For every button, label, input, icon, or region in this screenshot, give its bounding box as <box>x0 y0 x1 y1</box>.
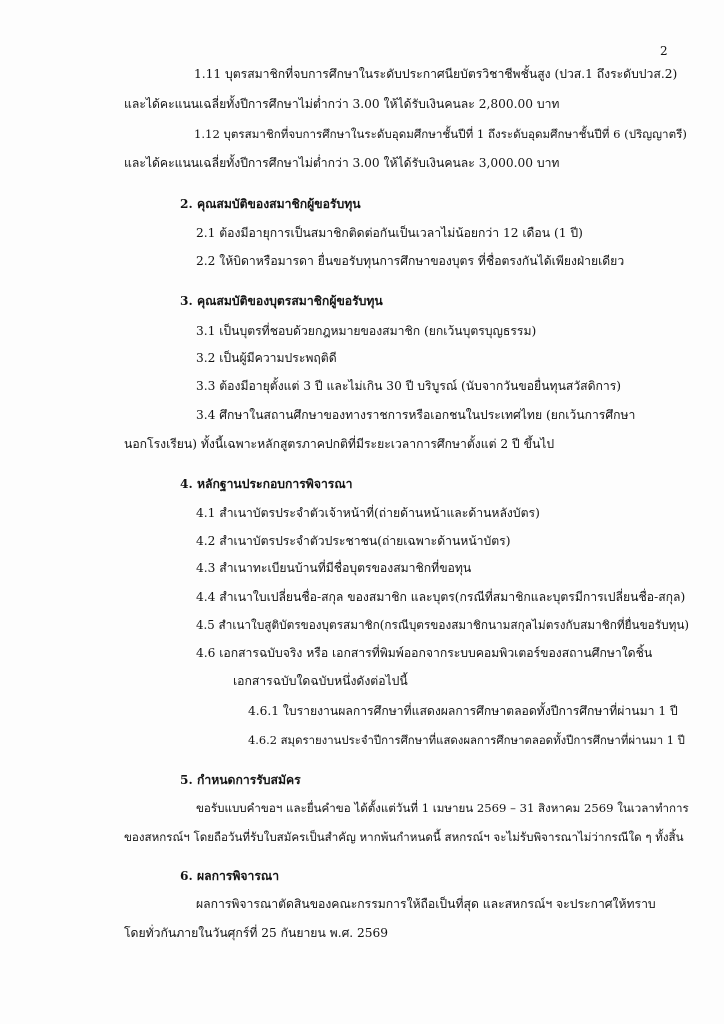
item-3-4-line1: 3.4 ศึกษาในสถานศึกษาของทางราชการหรือเอกชนในประเทศไทย (ยกเว้นการศึกษา <box>196 408 636 422</box>
item-1-11-line2: และได้คะแนนเฉลี่ยทั้งปีการศึกษาไม่ต่ำกว่า 3.00 ให้ได้รับเงินคนละ 2,800.00 บาท <box>124 97 560 111</box>
item-4-4: 4.4 สำเนาใบเปลี่ยนชื่อ-สกุล ของสมาชิก และบุตร(กรณีที่สมาชิกและบุตรมีการเปลี่ยนชื่อ-สกุล) <box>196 590 686 604</box>
section-5-line1: ขอรับแบบคำขอฯ และยื่นคำขอ ได้ตั้งแต่วันที่ 1 เมษายน 2569 – 31 สิงหาคม 2569 ในเวลาทำการ <box>196 801 689 815</box>
item-4-5: 4.5 สำเนาใบสูติบัตรของบุตรสมาชิก(กรณีบุตรของสมาชิกนามสกุลไม่ตรงกับสมาชิกที่ยื่นขอรับทุน) <box>196 618 690 632</box>
section-5-heading: 5. กำหนดการรับสมัคร <box>180 773 301 787</box>
item-2-2: 2.2 ให้บิดาหรือมารดา ยื่นขอรับทุนการศึกษาของบุตร ที่ชื่อตรงกันได้เพียงฝ่ายเดียว <box>196 254 625 268</box>
item-3-3: 3.3 ต้องมีอายุตั้งแต่ 3 ปี และไม่เกิน 30 ปี บริบูรณ์ (นับจากวันขอยื่นทุนสวัสดิการ) <box>196 379 622 393</box>
item-3-4-line2: นอกโรงเรียน) ทั้งนี้เฉพาะหลักสูตรภาคปกติที่มีระยะเวลาการศึกษาตั้งแต่ 2 ปี ขึ้นไป <box>124 437 555 451</box>
item-4-3: 4.3 สำเนาทะเบียนบ้านที่มีชื่อบุตรของสมาชิกที่ขอทุน <box>196 561 472 575</box>
section-6-heading: 6. ผลการพิจารณา <box>180 869 280 883</box>
item-3-1: 3.1 เป็นบุตรที่ชอบด้วยกฎหมายของสมาชิก (ยกเว้นบุตรบุญธรรม) <box>196 324 537 338</box>
item-4-6-1: 4.6.1 ใบรายงานผลการศึกษาที่แสดงผลการศึกษาตลอดทั้งปีการศึกษาที่ผ่านมา 1 ปี <box>248 704 678 718</box>
item-1-12-line1: 1.12 บุตรสมาชิกที่จบการศึกษาในระดับอุดมศึกษาชั้นปีที่ 1 ถึงระดับอุดมศึกษาชั้นปีที่ 6 (ปริญญาตรี) <box>194 127 687 141</box>
item-1-11-line1: 1.11 บุตรสมาชิกที่จบการศึกษาในระดับประกาศนียบัตรวิชาชีพชั้นสูง (ปวส.1 ถึงระดับปวส.2) <box>194 67 678 81</box>
section-6-line2: โดยทั่วกันภายในวันศุกร์ที่ 25 กันยายน พ.ศ. 2569 <box>124 926 389 940</box>
section-5-line2: ของสหกรณ์ฯ โดยถือวันที่รับใบสมัครเป็นสำคัญ หากพ้นกำหนดนี้ สหกรณ์ฯ จะไม่รับพิจารณาไม่ว่ากรณีใด ๆ ทั้งสิ้น <box>124 830 684 844</box>
section-2-heading: 2. คุณสมบัติของสมาชิกผู้ขอรับทุน <box>180 197 361 211</box>
item-4-2: 4.2 สำเนาบัตรประจำตัวประชาชน(ถ่ายเฉพาะด้านหน้าบัตร) <box>196 534 511 548</box>
item-4-6-line2: เอกสารฉบับใดฉบับหนึ่งดังต่อไปนี้ <box>233 674 408 688</box>
item-4-6-2: 4.6.2 สมุดรายงานประจำปีการศึกษาที่แสดงผลการศึกษาตลอดทั้งปีการศึกษาที่ผ่านมา 1 ปี <box>248 733 685 747</box>
section-4-heading: 4. หลักฐานประกอบการพิจารณา <box>180 477 353 491</box>
section-6-line1: ผลการพิจารณาตัดสินของคณะกรรมการให้ถือเป็นที่สุด และสหกรณ์ฯ จะประกาศให้ทราบ <box>196 897 656 911</box>
page-number: 2 <box>660 44 668 58</box>
section-3-heading: 3. คุณสมบัติของบุตรสมาชิกผู้ขอรับทุน <box>180 294 383 308</box>
item-3-2: 3.2 เป็นผู้มีความประพฤติดี <box>196 351 337 365</box>
item-2-1: 2.1 ต้องมีอายุการเป็นสมาชิกติดต่อกันเป็นเวลาไม่น้อยกว่า 12 เดือน (1 ปี) <box>196 226 583 240</box>
item-1-12-line2: และได้คะแนนเฉลี่ยทั้งปีการศึกษาไม่ต่ำกว่า 3.00 ให้ได้รับเงินคนละ 3,000.00 บาท <box>124 156 560 170</box>
item-4-6-line1: 4.6 เอกสารฉบับจริง หรือ เอกสารที่พิมพ์ออกจากระบบคอมพิวเตอร์ของสถานศึกษาใดชิ้น <box>196 646 653 660</box>
item-4-1: 4.1 สำเนาบัตรประจำตัวเจ้าหน้าที่(ถ่ายด้านหน้าและด้านหลังบัตร) <box>196 506 540 520</box>
